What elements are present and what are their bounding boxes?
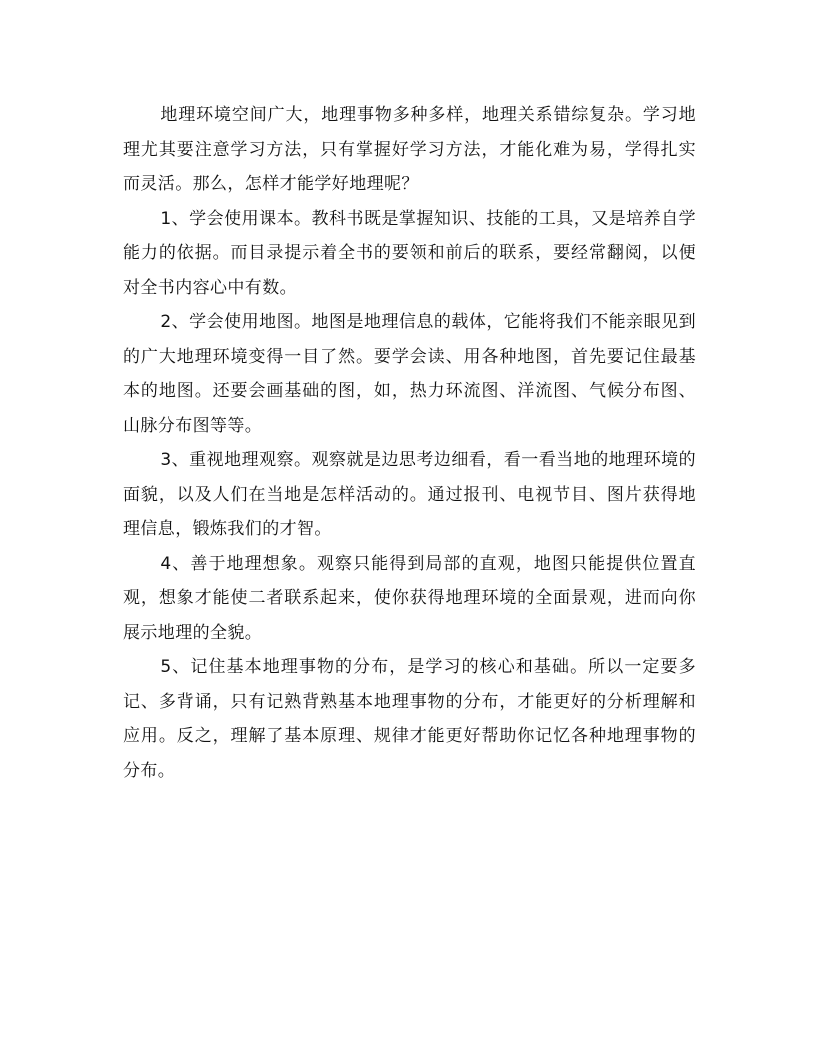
intro-paragraph: 地理环境空间广大，地理事物多种多样，地理关系错综复杂。学习地理尤其要注意学习方法，只有掌握好学习方法，才能化难为易，学得扎实而灵活。那么，怎样才能学好地理呢？ (123, 105, 696, 194)
document-body (123, 98, 696, 788)
tip-1-paragraph: 1、学会使用课本。教科书既是掌握知识、技能的工具，又是培养自学能力的依据。而目录提示着全书的要领和前后的联系，要经常翻阅，以便对全书内容心中有数。 (123, 208, 696, 298)
tip-3-paragraph: 3、重视地理观察。观察就是边思考边细看，看一看当地的地理环境的面貌，以及人们在当地是怎样活动的。通过报刊、电视节目、图片获得地理信息，锻炼我们的才智。 (123, 450, 696, 539)
tip-2-paragraph: 2、学会使用地图。地图是地理信息的载体，它能将我们不能亲眼见到的广大地理环境变得一目了然。要学会读、用各种地图，首先要记住最基本的地图。还要会画基础的图，如，热力环流图、洋流图、气候分布图、山脉分布图等等。 (123, 312, 696, 436)
tip-5-paragraph: 5、记住基本地理事物的分布，是学习的核心和基础。所以一定要多记、多背诵，只有记熟背熟基本地理事物的分布，才能更好的分析理解和应用。反之，理解了基本原理、规律才能更好帮助你记忆各种地理事物的分布。 (123, 657, 696, 781)
tip-4-paragraph: 4、善于地理想象。观察只能得到局部的直观，地图只能提供位置直观，想象才能使二者联系起来，使你获得地理环境的全面景观，进而向你展示地理的全貌。 (123, 553, 696, 643)
